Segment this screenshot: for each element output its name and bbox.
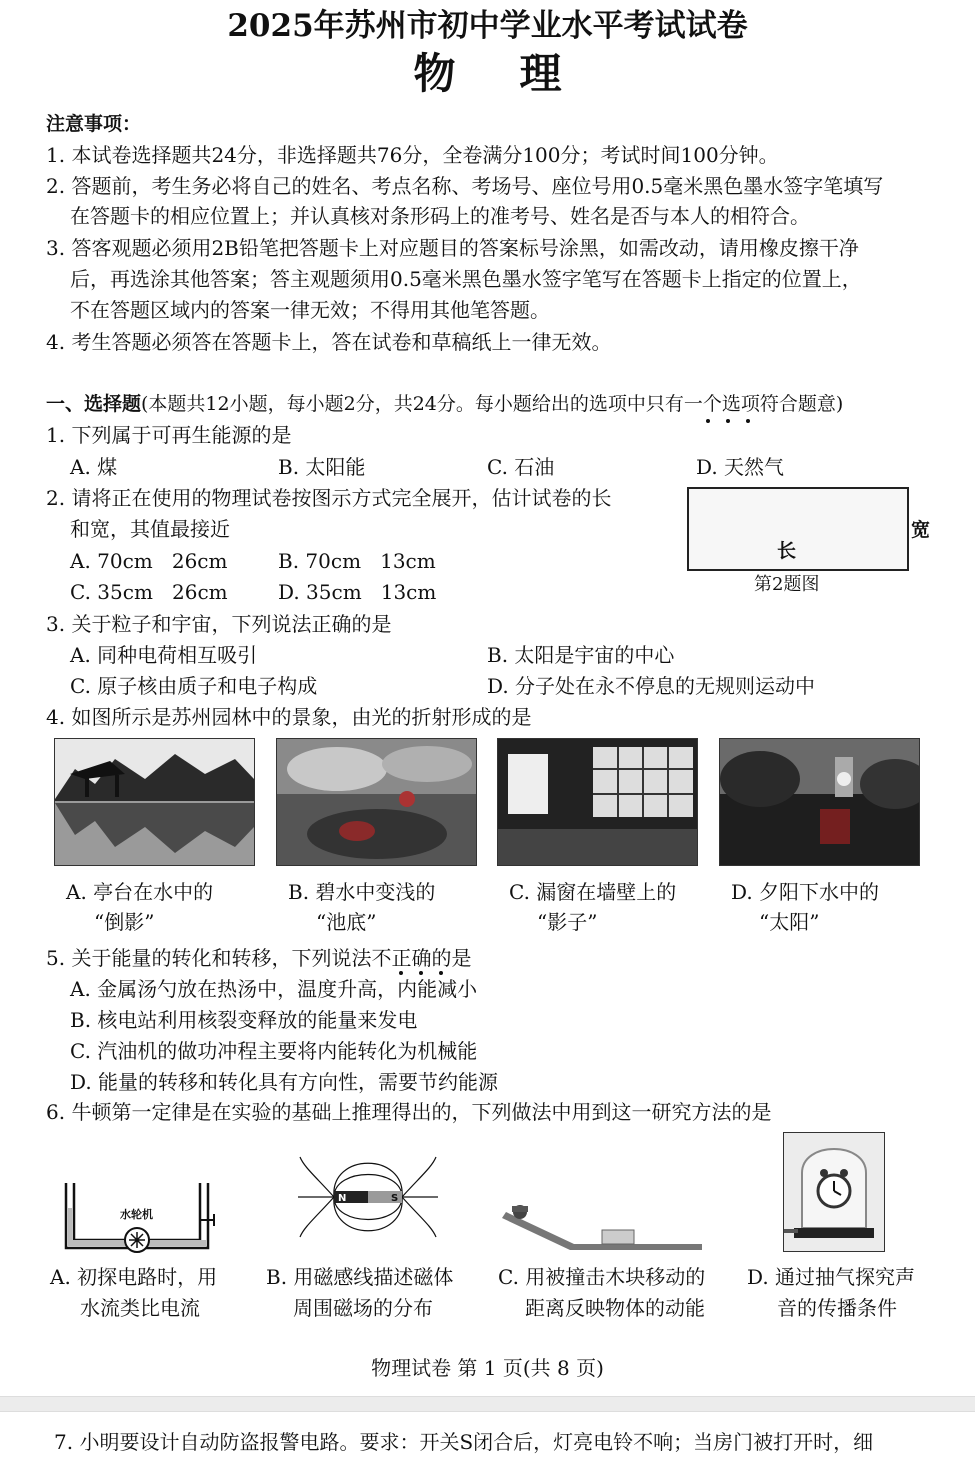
q1-option-d: D. 天然气 bbox=[696, 455, 785, 479]
q3-option-b: B. 太阳是宇宙的中心 bbox=[487, 643, 675, 667]
photo-lattice-window bbox=[497, 738, 698, 866]
q3-option-c: C. 原子核由质子和电子构成 bbox=[70, 674, 318, 698]
paper-figure bbox=[687, 487, 909, 571]
water-wheel-figure bbox=[58, 1178, 220, 1260]
q3-option-a: A. 同种电荷相互吸引 bbox=[70, 643, 258, 667]
subject-title: 物理 bbox=[413, 49, 626, 98]
emphasis-dot bbox=[746, 419, 750, 423]
emphasis-dot bbox=[439, 971, 443, 975]
page-footer: 物理试卷 第 1 页(共 8 页) bbox=[371, 1356, 604, 1380]
q2-option-b: B. 70cm 13cm bbox=[278, 549, 436, 573]
paper-long-label: 长 bbox=[777, 540, 797, 562]
magnetic-field-figure bbox=[296, 1147, 440, 1247]
q4-option-a-line2: “倒影” bbox=[94, 910, 155, 934]
q2-option-d: D. 35cm 13cm bbox=[278, 580, 437, 604]
q3-option-d: D. 分子处在永不停息的无规则运动中 bbox=[487, 674, 816, 698]
emphasis-dot bbox=[726, 419, 730, 423]
ramp-block-figure bbox=[498, 1200, 708, 1256]
section-heading: 一、选择题 bbox=[46, 393, 142, 415]
q2-stem-cont: 和宽，其值最接近 bbox=[70, 517, 230, 541]
emphasis-dot bbox=[399, 971, 403, 975]
q2-option-a: A. 70cm 26cm bbox=[70, 549, 228, 573]
photo-sunset-water bbox=[719, 738, 920, 866]
q6-option-c-line1: C. 用被撞击木块移动的 bbox=[498, 1265, 706, 1289]
photo-pavilion-reflection bbox=[54, 738, 255, 866]
q6-option-b-line1: B. 用磁感线描述磁体 bbox=[266, 1265, 454, 1289]
bell-jar-photo bbox=[783, 1132, 885, 1252]
section-desc: (本题共12小题，每小题2分，共24分。每小题给出的选项中只有一个选项符合题意) bbox=[141, 393, 844, 415]
notice-item-3-cont2: 不在答题区域内的答案一律无效；不得用其他笔答题。 bbox=[70, 298, 550, 322]
notice-heading: 注意事项： bbox=[46, 113, 142, 135]
notice-item-3: 3. 答客观题必须用2B铅笔把答题卡上对应题目的答案标号涂黑，如需改动，请用橡皮擦干净 bbox=[46, 236, 859, 260]
q1-option-a: A. 煤 bbox=[70, 455, 118, 479]
q6-option-a-line2: 水流类比电流 bbox=[80, 1296, 200, 1320]
q4-option-c-line1: C. 漏窗在墙壁上的 bbox=[509, 880, 677, 904]
q5-option-b: B. 核电站利用核裂变释放的能量来发电 bbox=[70, 1008, 418, 1032]
section-header bbox=[46, 392, 843, 416]
page-divider bbox=[0, 1396, 975, 1412]
q6-option-d-line1: D. 通过抽气探究声 bbox=[747, 1265, 916, 1289]
q5-option-a: A. 金属汤勺放在热汤中，温度升高，内能减小 bbox=[70, 977, 478, 1001]
q4-option-d-line1: D. 夕阳下水中的 bbox=[731, 880, 880, 904]
paper-wide-label: 宽 bbox=[911, 519, 931, 541]
q6-option-b-line2: 周围磁场的分布 bbox=[293, 1296, 433, 1320]
q4-stem: 4. 如图所示是苏州园林中的景象，由光的折射形成的是 bbox=[46, 705, 532, 729]
q2-option-c: C. 35cm 26cm bbox=[70, 580, 228, 604]
q6-stem: 6. 牛顿第一定律是在实验的基础上推理得出的，下列做法中用到这一研究方法的是 bbox=[46, 1100, 772, 1124]
exam-title: 2025年苏州市初中学业水平考试试卷 bbox=[227, 8, 748, 44]
notice-item-1: 1. 本试卷选择题共24分，非选择题共76分，全卷满分100分；考试时间100分钟。 bbox=[46, 143, 779, 167]
q4-option-b-line2: “池底” bbox=[316, 910, 377, 934]
notice-item-4: 4. 考生答题必须答在答题卡上，答在试卷和草稿纸上一律无效。 bbox=[46, 330, 612, 354]
q5-option-c: C. 汽油机的做功冲程主要将内能转化为机械能 bbox=[70, 1039, 478, 1063]
q2-stem: 2. 请将正在使用的物理试卷按图示方式完全展开，估计试卷的长 bbox=[46, 486, 612, 510]
emphasis-dot bbox=[419, 971, 423, 975]
q4-option-c-line2: “影子” bbox=[537, 910, 598, 934]
q1-option-c: C. 石油 bbox=[487, 455, 555, 479]
magnet-s-label: S bbox=[391, 1193, 399, 1204]
q6-option-d-line2: 音的传播条件 bbox=[777, 1296, 897, 1320]
q1-stem: 1. 下列属于可再生能源的是 bbox=[46, 423, 292, 447]
water-wheel-label: 水轮机 bbox=[120, 1208, 153, 1221]
q5-option-d: D. 能量的转移和转化具有方向性，需要节约能源 bbox=[70, 1070, 499, 1094]
notice-item-3-cont1: 后，再选涂其他答案；答主观题须用0.5毫米黑色墨水签字笔写在答题卡上指定的位置上， bbox=[70, 267, 862, 291]
q5-stem: 5. 关于能量的转化和转移，下列说法不正确的是 bbox=[46, 946, 472, 970]
q7-stem: 7. 小明要设计自动防盗报警电路。要求：开关S闭合后，灯亮电铃不响；当房门被打开时，细 bbox=[54, 1430, 874, 1454]
q3-stem: 3. 关于粒子和宇宙，下列说法正确的是 bbox=[46, 612, 392, 636]
q6-option-c-line2: 距离反映物体的动能 bbox=[525, 1296, 705, 1320]
q4-option-d-line2: “太阳” bbox=[759, 910, 820, 934]
notice-item-2-cont: 在答题卡的相应位置上；并认真核对条形码上的准考号、姓名是否与本人的相符合。 bbox=[70, 204, 810, 228]
emphasis-dot bbox=[706, 419, 710, 423]
magnet-n-label: N bbox=[338, 1193, 347, 1204]
photo-pond-bottom bbox=[276, 738, 477, 866]
q2-figure-caption: 第2题图 bbox=[754, 574, 820, 595]
q4-option-b-line1: B. 碧水中变浅的 bbox=[288, 880, 436, 904]
q1-option-b: B. 太阳能 bbox=[278, 455, 366, 479]
notice-item-2: 2. 答题前，考生务必将自己的姓名、考点名称、考场号、座位号用0.5毫米黑色墨水签字笔填写 bbox=[46, 174, 884, 198]
q4-option-a-line1: A. 亭台在水中的 bbox=[66, 880, 214, 904]
q6-option-a-line1: A. 初探电路时，用 bbox=[50, 1265, 218, 1289]
